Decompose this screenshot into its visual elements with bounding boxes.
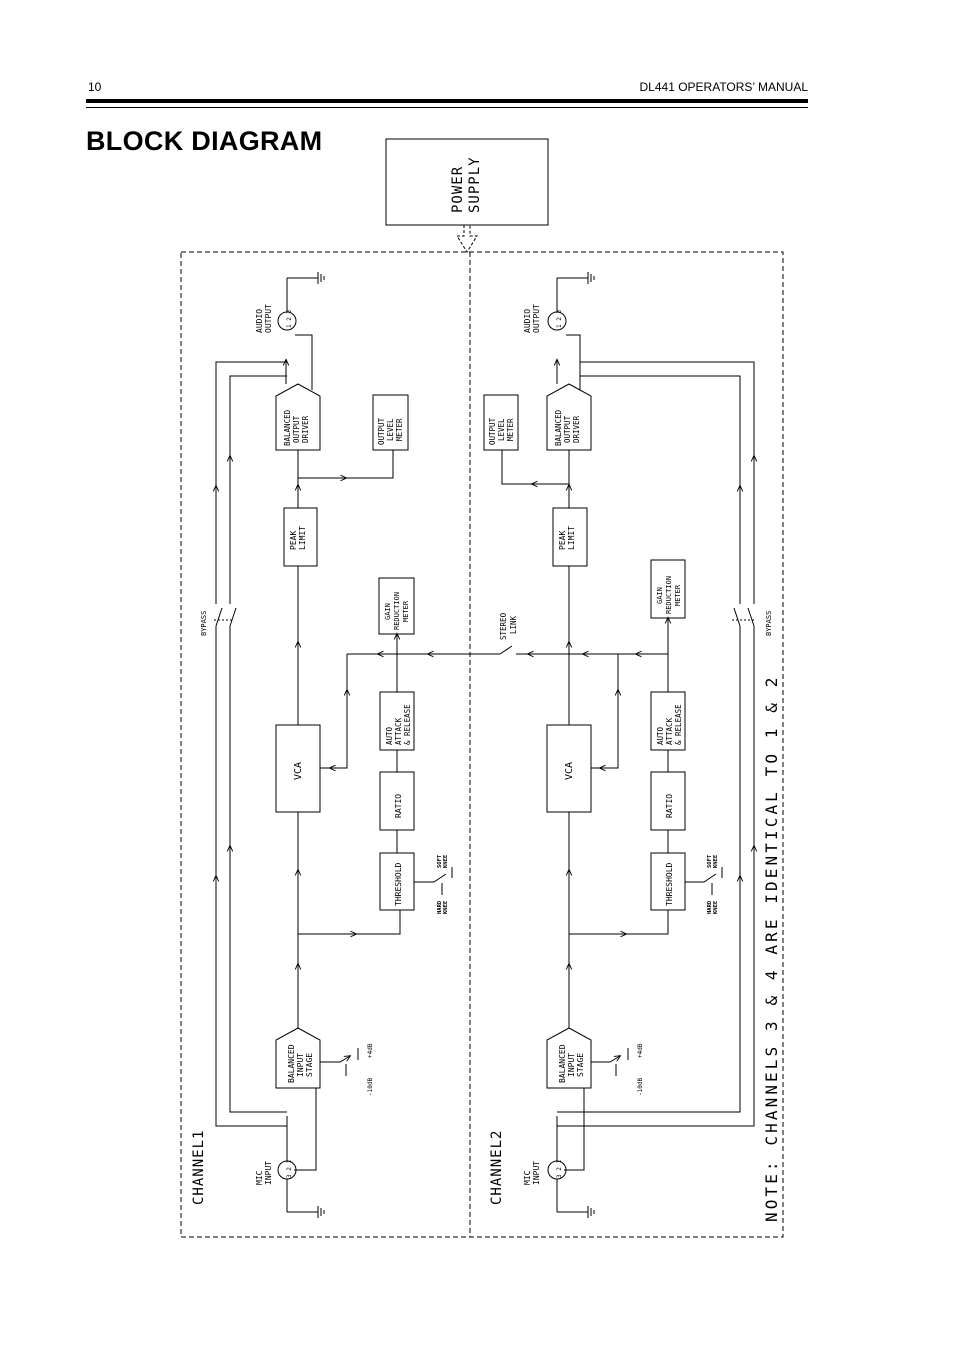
svg-text:BYPASS: BYPASS [765, 610, 773, 636]
svg-text:BYPASS: BYPASS [200, 610, 208, 636]
vca-block-2 [547, 725, 591, 812]
manual-title: DL441 OPERATORS’ MANUAL [639, 80, 808, 94]
bypass-switch-2 [732, 608, 773, 636]
svg-text:-10dB: -10dB [637, 1077, 644, 1096]
svg-text:3 2 1: 3 2 1 [556, 1159, 563, 1178]
svg-text:BALANCED OUTPUT: BALANCED OUTPUT DRIVER [554, 409, 581, 446]
svg-text:VCA: VCA [293, 761, 304, 780]
output-level-meter-2 [484, 395, 518, 450]
svg-text:3 2 1: 3 2 1 [286, 1159, 293, 1178]
svg-text:1 2 3: 1 2 3 [556, 309, 563, 328]
channel-1-label: CHANNEL1 [191, 1129, 207, 1205]
mic-input-connector-2 [548, 1088, 594, 1218]
svg-text:OUTPUT LEVEL M: OUTPUT LEVEL METER [488, 417, 515, 445]
ratio-block-1 [380, 772, 414, 830]
page-title: BLOCK DIAGRAM [86, 126, 323, 156]
svg-text:THRESHOLD: THRESHOLD [665, 862, 674, 906]
audio-output-connector-1 [278, 272, 324, 330]
auto-attack-release-block-1 [380, 692, 414, 750]
svg-text:AUTO ATTACK &: AUTO ATTACK & RELEASE [656, 704, 683, 745]
channels-enclosure [181, 252, 783, 1237]
output-level-meter-1 [373, 395, 408, 450]
channel-2 [484, 272, 773, 1218]
channel-1 [191, 272, 500, 1218]
mic-input-label-1: MIC INPUT [255, 1160, 273, 1185]
peak-limit-block-1 [284, 508, 317, 566]
svg-text:BALANCED INPUT: BALANCED INPUT STAGE [287, 1044, 314, 1083]
audio-output-connector-2 [548, 272, 594, 330]
channel-2-label: CHANNEL2 [489, 1129, 505, 1205]
svg-text:+4dB: +4dB [637, 1043, 644, 1058]
balanced-output-driver-2 [547, 384, 591, 450]
svg-text:-10dB: -10dB [367, 1077, 374, 1096]
svg-text:SOFT KNEE: SOFT KNEE [437, 854, 449, 868]
gain-reduction-meter-2 [651, 560, 685, 618]
audio-output-label-1: AUDIO OUTPUT [255, 304, 273, 333]
svg-text:+4dB: +4dB [367, 1043, 374, 1058]
stereo-link-switch [499, 608, 668, 654]
balanced-input-stage-2 [547, 1028, 591, 1088]
bypass-switch-1 [200, 608, 236, 636]
svg-text:THRESHOLD: THRESHOLD [394, 862, 403, 906]
page-number: 10 [88, 80, 102, 94]
svg-text:PEAK LIMIT: PEAK LIMIT [558, 525, 576, 550]
peak-limit-block-2 [553, 508, 587, 566]
mic-input-connector-1 [278, 1088, 324, 1218]
svg-text:OUTPUT LEVEL M: OUTPUT LEVEL METER [377, 417, 404, 445]
knee-switch-1 [414, 851, 452, 914]
audio-output-label-2: AUDIO OUTPUT [523, 304, 541, 333]
power-supply-block [386, 139, 548, 225]
threshold-block-2 [651, 853, 685, 910]
input-level-switch-1 [320, 1043, 374, 1096]
svg-text:GAIN REDUCTION: GAIN REDUCTION METER [384, 592, 410, 630]
svg-text:HARD KNEE: HARD KNEE [437, 900, 449, 914]
svg-text:VCA: VCA [564, 761, 575, 780]
svg-text:RATIO: RATIO [394, 793, 403, 818]
svg-text:HARD KNEE: HARD KNEE [707, 900, 719, 914]
vca-block-1 [276, 725, 320, 812]
input-level-switch-2 [591, 1043, 644, 1096]
svg-text:AUTO ATTACK &: AUTO ATTACK & RELEASE [385, 704, 412, 745]
svg-text:RATIO: RATIO [665, 793, 674, 818]
knee-switch-2 [685, 851, 722, 914]
svg-text:PEAK LIMIT: PEAK LIMIT [289, 525, 307, 550]
mic-input-label-2: MIC INPUT [523, 1160, 541, 1185]
auto-attack-release-block-2 [651, 692, 685, 750]
svg-text:STEREO LINK: STEREO LINK [499, 612, 518, 640]
svg-text:BALANCED INPUT: BALANCED INPUT STAGE [558, 1044, 585, 1083]
svg-text:1 2 3: 1 2 3 [286, 309, 293, 328]
balanced-output-driver-1 [276, 384, 320, 450]
gain-reduction-meter-1 [379, 578, 414, 634]
threshold-block-1 [380, 853, 414, 910]
svg-text:SOFT KNEE: SOFT KNEE [707, 854, 719, 868]
balanced-input-stage-1 [276, 1028, 320, 1088]
svg-text:GAIN REDUCTION: GAIN REDUCTION METER [656, 576, 682, 614]
power-supply-label: POWER SUPPLY [450, 156, 483, 213]
power-connection [457, 225, 477, 252]
svg-text:BALANCED OUTPUT: BALANCED OUTPUT DRIVER [283, 409, 310, 446]
ratio-block-2 [651, 772, 685, 830]
channels-note: NOTE: CHANNELS 3 & 4 ARE IDENTICAL TO 1 & 2 [762, 674, 781, 1222]
